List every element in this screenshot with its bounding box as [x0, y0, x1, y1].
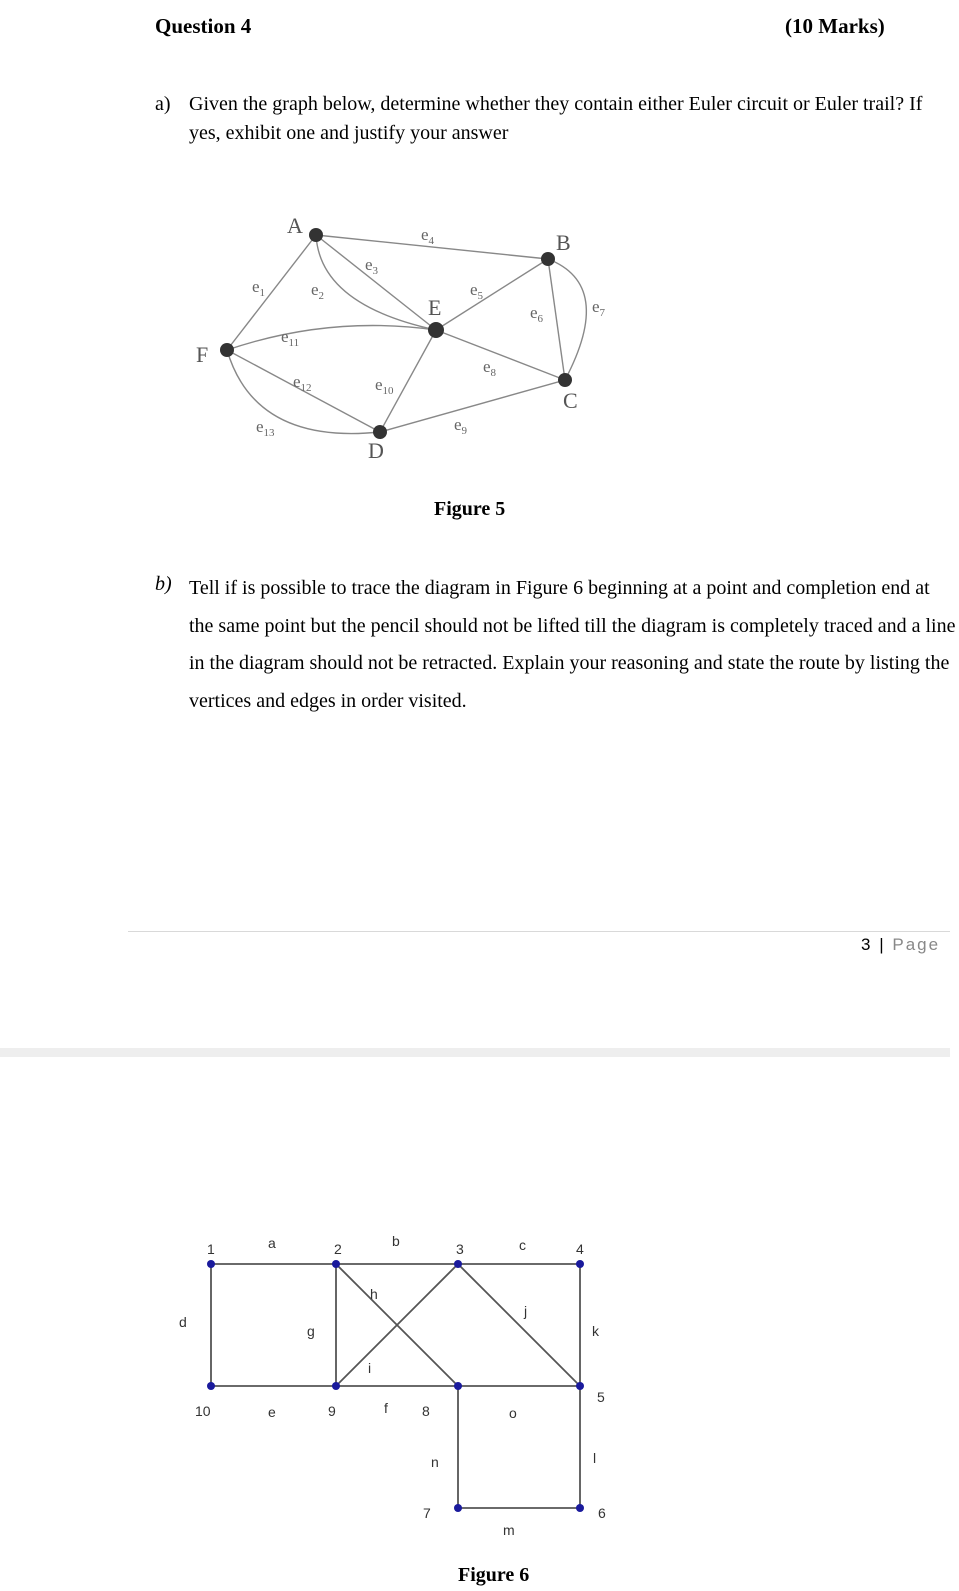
- edge-label-e10: $e_{10}$: [375, 375, 394, 397]
- part-a-label: a): [155, 93, 171, 115]
- edge-e6: [548, 259, 565, 380]
- vertex-A: [309, 228, 323, 242]
- figure-6-graph: [170, 1225, 620, 1538]
- edge-label-f: f: [384, 1400, 388, 1416]
- vertex-label-8: 8: [422, 1403, 430, 1419]
- vertex-1: [207, 1260, 215, 1268]
- vertex-F: [220, 343, 234, 357]
- edge-label-e5: $e_5$: [470, 280, 484, 302]
- page-break: [0, 1048, 950, 1057]
- page-number: 3 | Page: [861, 935, 941, 954]
- edge-label-k: k: [592, 1323, 599, 1339]
- vertex-6: [576, 1504, 584, 1512]
- edge-label-e9: $e_9$: [454, 415, 468, 437]
- vertex-label-3: 3: [456, 1241, 464, 1257]
- edge-label-o: o: [509, 1405, 517, 1421]
- vertex-label-10: 10: [195, 1403, 211, 1419]
- vertex-C: [558, 373, 572, 387]
- edge-e7: [548, 259, 586, 380]
- edge-label-m: m: [503, 1522, 515, 1538]
- vertex-B: [541, 252, 555, 266]
- vertex-label-B: B: [556, 230, 571, 255]
- edge-label-e13: $e_{13}$: [256, 417, 275, 439]
- edge-e8: [436, 330, 565, 380]
- vertex-2: [332, 1260, 340, 1268]
- edge-label-d: d: [179, 1314, 187, 1330]
- edge-label-l: l: [593, 1450, 597, 1466]
- figure-5-graph: [165, 180, 650, 485]
- edge-label-e: e: [268, 1404, 276, 1420]
- edge-label-j: j: [524, 1303, 528, 1319]
- edge-label-g: g: [307, 1323, 315, 1339]
- edge-label-b: b: [392, 1233, 400, 1249]
- edge-label-e2: $e_2$: [311, 280, 325, 302]
- vertex-3: [454, 1260, 462, 1268]
- edge-label-e4: $e_4$: [421, 225, 435, 247]
- vertex-label-7: 7: [423, 1505, 431, 1521]
- edge-label-e12: $e_{12}$: [293, 372, 312, 394]
- vertex-label-1: 1: [207, 1241, 215, 1257]
- part-a-text: Given the graph below, determine whether they contain either Euler circuit or Euler trail? If yes, exhibit one and justify your answer: [189, 93, 923, 144]
- vertex-4: [576, 1260, 584, 1268]
- edge-label-a: a: [268, 1235, 276, 1251]
- vertex-label-6: 6: [598, 1505, 606, 1521]
- figure-5-caption: Figure 5: [434, 498, 506, 520]
- vertex-5: [576, 1382, 584, 1390]
- footer-divider: [128, 931, 950, 932]
- figure-6-caption: Figure 6: [458, 1564, 530, 1586]
- edge-label-c: c: [519, 1237, 526, 1253]
- vertex-D: [373, 425, 387, 439]
- vertex-label-9: 9: [328, 1403, 336, 1419]
- vertex-label-E: E: [428, 295, 442, 320]
- vertex-label-4: 4: [576, 1241, 584, 1257]
- vertex-label-5: 5: [597, 1389, 605, 1405]
- edge-e1: [227, 235, 316, 350]
- vertex-label-D: D: [368, 438, 384, 463]
- question-title: Question 4: [155, 14, 252, 38]
- edge-label-e1: $e_1$: [252, 277, 266, 299]
- vertex-E: [428, 322, 444, 338]
- vertex-9: [332, 1382, 340, 1390]
- vertex-8: [454, 1382, 462, 1390]
- part-b-label: b): [155, 573, 172, 595]
- vertex-label-C: C: [563, 388, 578, 413]
- part-b-text: Tell if is possible to trace the diagram in Figure 6 beginning at a point and completion end at the same point but the pencil should not be lifted till the diagram is completely traced and a line in the diagram should not be retracted. Explain your reasoning and state the route by listing the vertices and edges in order visited.: [189, 577, 956, 712]
- edge-label-e8: $e_8$: [483, 357, 497, 379]
- edge-label-n: n: [431, 1454, 439, 1470]
- edge-label-h: h: [370, 1286, 378, 1302]
- edge-e11: [227, 326, 436, 351]
- vertex-10: [207, 1382, 215, 1390]
- vertex-label-F: F: [196, 342, 209, 367]
- edge-e3: [316, 235, 436, 330]
- edge-label-e3: $e_3$: [365, 255, 379, 277]
- edge-label-i: i: [368, 1360, 372, 1376]
- edge-j: [458, 1264, 580, 1386]
- edge-label-e7: $e_7$: [592, 297, 606, 319]
- vertex-label-A: A: [287, 213, 303, 238]
- question-marks: (10 Marks): [785, 14, 885, 38]
- edge-e10: [380, 330, 436, 432]
- vertex-label-2: 2: [334, 1241, 342, 1257]
- edge-e9: [380, 380, 565, 432]
- vertex-7: [454, 1504, 462, 1512]
- edge-label-e11: $e_{11}$: [281, 327, 300, 349]
- edge-label-e6: $e_6$: [530, 303, 544, 325]
